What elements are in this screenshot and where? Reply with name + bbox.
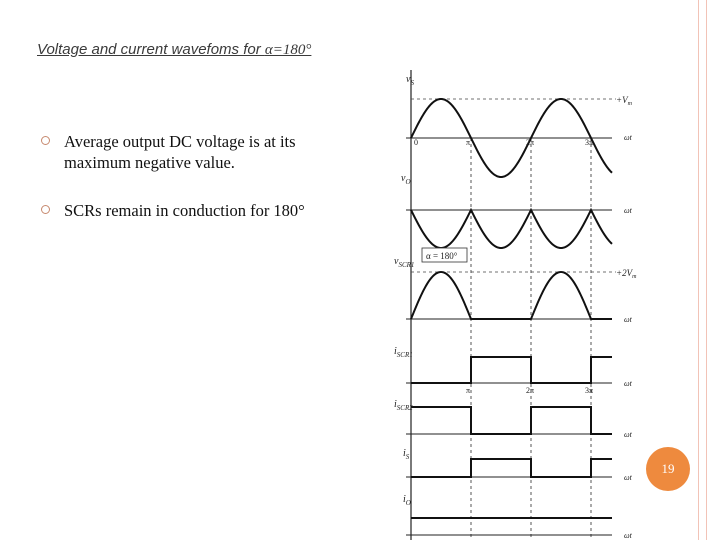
svg-text:ωt: ωt	[624, 315, 632, 324]
tick-pi-current: π	[466, 386, 471, 395]
tick-pi: π	[466, 138, 471, 147]
page-number: 19	[661, 461, 675, 476]
iscr1-label: $i_{SCR1}$	[394, 346, 413, 359]
bullet-item-1	[40, 131, 340, 173]
slide-title	[37, 41, 311, 59]
svg-text:ωt: ωt	[624, 133, 632, 142]
is-label: $i_S$	[403, 448, 410, 461]
alpha-label: α = 180°	[426, 251, 458, 261]
tick-3pi-current: 3π	[585, 386, 594, 395]
waveform-diagram	[384, 60, 644, 540]
vs-label: $v_S$	[406, 74, 414, 87]
bullet-text-1: Average output DC voltage is at its maximum negative value.	[64, 132, 296, 172]
tick-3pi: 3π	[585, 138, 594, 147]
two-vm-label: $+2V_m$	[616, 268, 637, 280]
iscr2-waveform	[411, 407, 612, 434]
tick-2pi: 2π	[526, 138, 535, 147]
axis-labels	[624, 133, 633, 540]
dashed-guides	[471, 138, 594, 540]
iscr1-waveform	[411, 357, 612, 383]
vscr1-label: $v_{SCR1}$	[394, 256, 415, 269]
tick-2pi-current: 2π	[526, 386, 535, 395]
title-alpha: α=180°	[264, 42, 312, 58]
svg-text:ωt: ωt	[624, 430, 632, 439]
tick-zero: 0	[414, 138, 418, 147]
svg-text:ωt: ωt	[624, 531, 632, 540]
svg-text:ωt: ωt	[624, 206, 632, 215]
bullet-circle-icon	[41, 205, 50, 214]
vm-label: $+V_m$	[616, 95, 632, 107]
bullet-item-2	[40, 200, 340, 221]
bullet-text-2: SCRs remain in conduction for 180°	[64, 201, 305, 220]
page-number-badge	[646, 447, 690, 491]
svg-text:ωt: ωt	[624, 473, 632, 482]
io-label: $i_O$	[403, 494, 411, 507]
frame-line-right	[706, 0, 707, 540]
bullet-circle-icon	[41, 136, 50, 145]
svg-text:ωt: ωt	[624, 379, 632, 388]
title-text: Voltage and current wavefoms for	[37, 41, 265, 58]
vo-label: $v_O$	[401, 173, 411, 186]
horizontal-axes	[406, 138, 612, 535]
is-waveform	[411, 459, 612, 477]
frame-line-left	[698, 0, 699, 540]
bullet-list	[40, 131, 340, 248]
vscr1-waveform	[411, 272, 612, 319]
iscr2-label: $i_{SCR2}$	[394, 399, 413, 412]
vo-waveform	[411, 210, 612, 248]
